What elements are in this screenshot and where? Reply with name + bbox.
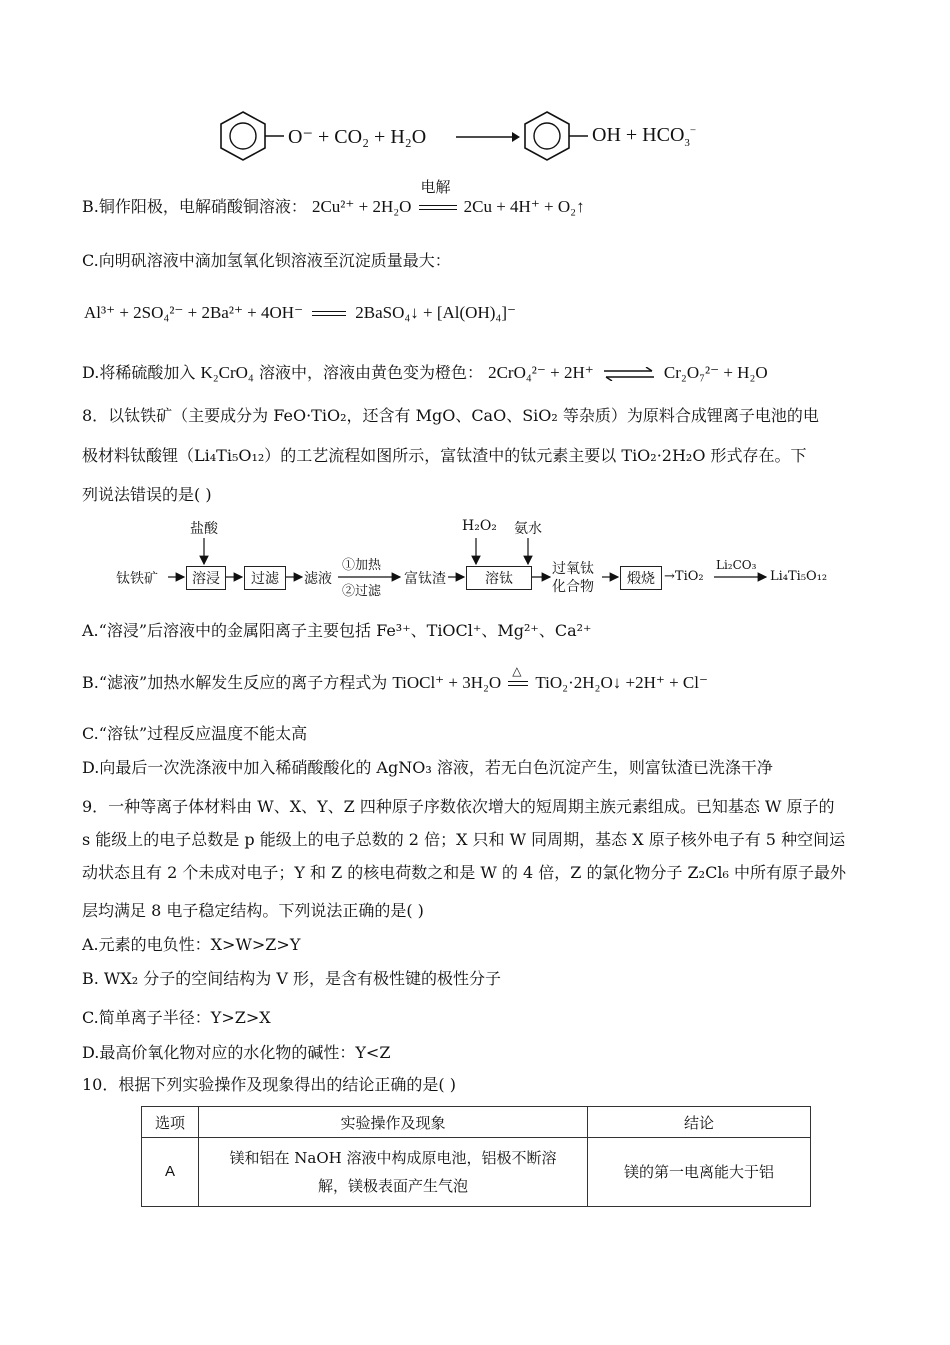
q10-stem: 10．根据下列实验操作及现象得出的结论正确的是( ) <box>82 1075 456 1094</box>
benzene-ring-left-icon <box>218 108 288 164</box>
header-conclusion: 结论 <box>588 1107 811 1138</box>
flow-product: Li₄Ti₅O₁₂ <box>770 569 828 584</box>
table-header-row <box>142 1107 811 1138</box>
row-operation: 镁和铝在 NaOH 溶液中构成原电池，铝极不断溶 解，镁极表面产生气泡 <box>199 1138 588 1207</box>
flow-condition-heat: ①加热 <box>342 558 382 573</box>
q8-option-b: B.“滤液”加热水解发生反应的离子方程式为 TiOCl⁺ + 3H₂O △ TiO₂·2H₂O↓ +2H⁺ + Cl⁻ <box>82 664 708 692</box>
q9-stem-line4: 层均满足 8 电子稳定结构。下列说法正确的是( ) <box>82 901 424 920</box>
q9-stem-line3: 动状态且有 2 个未成对电子；Y 和 Z 的核电荷数之和是 W 的 4 倍，Z 的氯化物分子 Z₂Cl₆ 中所有原子最外 <box>82 863 846 882</box>
reaction-arrow-icon <box>456 130 520 144</box>
q8-stem-line3: 列说法错误的是( ) <box>82 485 212 504</box>
phenoxide-equation <box>218 108 738 164</box>
flow-step-dissolve-ti: 溶钛 <box>466 566 532 590</box>
header-option: 选项 <box>142 1107 199 1138</box>
row-option: A <box>142 1138 199 1207</box>
q9-option-b: B. WX₂ 分子的空间结构为 V 形，是含有极性键的极性分子 <box>82 969 501 988</box>
q8-option-a: A.“溶浸”后溶液中的金属阳离子主要包括 Fe³⁺、TiOCl⁺、Mg²⁺、Ca²⁺ <box>82 621 592 640</box>
flow-reagent-li2co3: Li₂CO₃ <box>716 558 757 572</box>
electrolysis-sign: 电解 <box>417 196 459 218</box>
flow-step-filter: 过滤 <box>244 566 286 590</box>
table-row <box>142 1138 811 1207</box>
flow-filtrate: 滤液 <box>304 571 332 587</box>
flow-condition-filter: ②过滤 <box>342 584 382 599</box>
phenoxide-rhs: OH + $HCO_3^-$ <box>592 124 697 149</box>
q8-option-c: C.“溶钛”过程反应温度不能太高 <box>82 724 308 743</box>
reagent-hydrochloric-acid: 盐酸 <box>190 521 218 537</box>
q8-stem-line2: 极材料钛酸锂（Li₄Ti₅O₁₂）的工艺流程如图所示，富钛渣中的钛元素主要以 TiO₂·2H₂O 形式存在。下 <box>82 446 807 465</box>
process-flowchart <box>110 516 850 602</box>
flow-tio2: →TiO₂ <box>664 569 704 584</box>
phenoxide-lhs: O⁻ + CO₂ + H₂O <box>288 126 427 148</box>
q9-stem-line2: s 能级上的电子总数是 p 能级上的电子总数的 2 倍；X 只和 W 同周期，基态 X 原子核外电子有 5 种空间运 <box>82 830 846 849</box>
q7-option-c-equation: Al³⁺ + 2SO₄²⁻ + 2Ba²⁺ + 4OH⁻ 2BaSO₄↓ + [Al(OH)₄]⁻ <box>84 303 516 322</box>
flow-start-ilmenite: 钛铁矿 <box>116 571 158 587</box>
reagent-h2o2: H₂O₂ <box>462 518 497 534</box>
equilibrium-arrow-icon <box>602 367 656 381</box>
row-conclusion: 镁的第一电离能大于铝 <box>588 1138 811 1207</box>
q8-stem-line1: 8．以钛铁矿（主要成分为 FeO·TiO₂，还含有 MgO、CaO、SiO₂ 等杂质）为原料合成锂离子电池的电 <box>82 406 819 425</box>
flow-titanium-slag: 富钛渣 <box>404 571 446 587</box>
benzene-ring-right-icon <box>522 108 592 164</box>
flow-peroxo-line1: 过氧钛 <box>552 561 594 577</box>
q9-option-d: D.最高价氧化物对应的水化物的碱性：Y<Z <box>82 1043 391 1062</box>
reagent-ammonia: 氨水 <box>514 521 542 537</box>
header-operation: 实验操作及现象 <box>199 1107 588 1138</box>
q9-option-c: C.简单离子半径：Y>Z>X <box>82 1008 271 1027</box>
heat-sign: △ <box>506 672 530 694</box>
flow-step-calcine: 煅烧 <box>620 566 662 590</box>
flow-step-leaching: 溶浸 <box>186 566 226 590</box>
equals-sign <box>312 311 346 316</box>
q7-option-c-label: C.向明矾溶液中滴加氢氧化钡溶液至沉淀质量最大： <box>82 251 451 270</box>
q9-option-a: A.元素的电负性：X>W>Z>Y <box>82 935 301 954</box>
q8-option-d: D.向最后一次洗涤液中加入稀硝酸酸化的 AgNO₃ 溶液，若无白色沉淀产生，则富钛渣已洗涤干净 <box>82 758 773 777</box>
q7-option-d: D.将稀硫酸加入 K₂CrO₄ 溶液中，溶液由黄色变为橙色： 2CrO₄²⁻ + 2H⁺ Cr₂O₇²⁻ + H₂O <box>82 363 768 382</box>
flow-peroxo-line2: 化合物 <box>552 579 594 595</box>
q9-stem-line1: 9．一种等离子体材料由 W、X、Y、Z 四种原子序数依次增大的短周期主族元素组成。已知基态 W 原子的 <box>82 797 835 816</box>
experiment-table <box>141 1106 811 1207</box>
q7-option-b: B.铜作阳极，电解硝酸铜溶液： 2Cu²⁺ + 2H₂O 电解 2Cu + 4H⁺ + O₂↑ <box>82 178 585 216</box>
